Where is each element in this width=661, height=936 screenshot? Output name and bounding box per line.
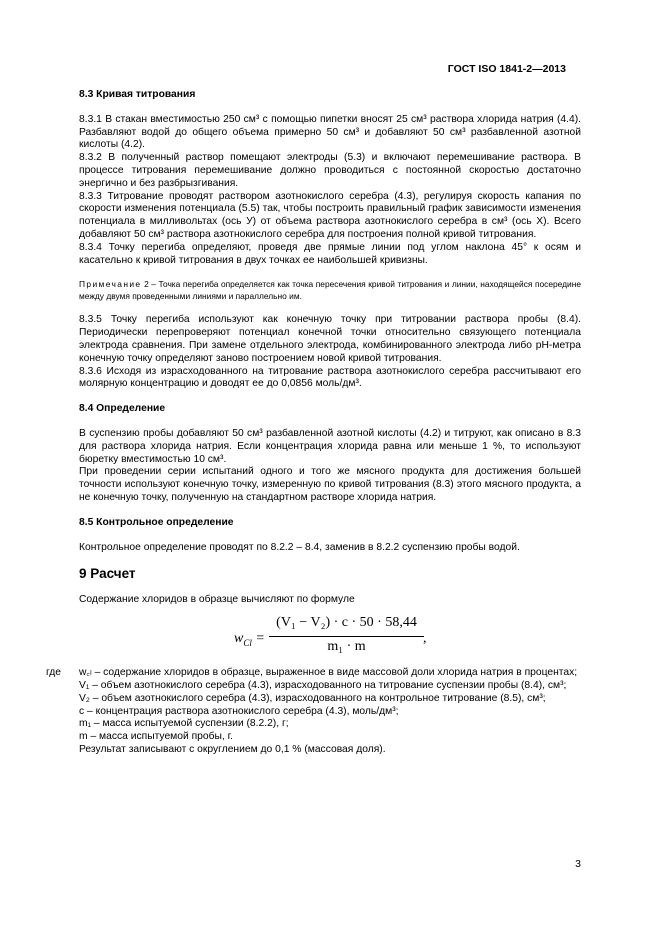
formula-end: , [423,631,427,647]
paragraph-8-4-1: В суспензию пробы добавляют 50 см³ разбавленной азотной кислоты (4.2) и титруют, как описано в 8.3 для раствора хлорида натрия. Если концентрация хлорида равна или меньше 1 %, то используют бюретку вместимостью 10 см³. [79,427,581,465]
definitions [46,667,581,757]
where-label: где [46,667,62,679]
paragraph-8-4-2: При проведении серии испытаний одного и того же мясного продукта для достижения большей точности используют конечную точку, измеренную по кривой титрования (8.3) этого мясного продукта, а не конечную точку, полученную на стандартном растворе хлорида натрия. [79,466,581,503]
definition-v1: V₁ – объем азотнокислого серебра (4.3), израсходованного на титрование суспензии пробы (8.4), см³; [79,679,567,691]
section-8-5-heading: 8.5 Контрольное определение [79,516,234,528]
paragraph-8-3-3: 8.3.3 Титрование проводят раствором азотнокислого серебра (4.3), регулируя скорость капания по скорости изменения потенциала (5.5) так, чтобы построить правильный график зависимости изменения потенциала в милливольтах (ось У) от объема раствора азотнокислого серебра в см³ (ось Х). Всего добавляют 50 см³ раствора азотнокислого серебра для построения полной кривой титрования. [79,190,581,240]
paragraph-8-3-5: 8.3.5 Точку перегиба используют как конечную точку при титровании раствора пробы (8.4). Периодически перепроверяют потенциал конечной точки относительно связующего потенциала электрода сравнения. При замене отдельного электрода, комбинированного электрода либо рН-метра конечную точку определяют заново построением новой кривой титрования. [79,314,581,364]
chloride-formula [79,617,581,667]
section-8-4-heading: 8.4 Определение [79,403,166,415]
note-text: 2 – Точка перегиба определяется как точка пересечения кривой титрования и линии, находящейся посередине между двумя проведенными линиями и параллельно им. [79,279,582,301]
formula-intro: Содержание хлоридов в образце вычисляют по формуле [79,594,355,606]
paragraph-8-3-4: 8.3.4 Точку перегиба определяют, проведя две прямые линии под углом наклона 45° к осям и касательно к кривой титрования в двух точках ее наибольшей кривизны. [79,241,581,266]
definition-m: m – масса испытуемой пробы, г. [79,731,234,743]
definition-c: c – концентрация раствора азотнокислого серебра (4.3), моль/дм³; [79,705,399,717]
fraction-bar [269,636,424,637]
result-rounding: Результат записывают с округлением до 0,1 % (массовая доля). [79,743,386,755]
note-label: Примечание [79,279,142,290]
paragraph-8-3-2: 8.3.2 В полученный раствор помещают электроды (5.3) и включают перемешивание раствора. В процессе титрования перемешивание должно проводиться с постоянной скоростью достаточно энергично и без разбрызгивания. [79,152,581,189]
section-9-heading: 9 Расчет [79,566,136,582]
formula-denominator: m₁ · m [327,639,366,655]
page-content [46,89,582,757]
section-8-3-heading: 8.3 Кривая титрования [79,89,196,100]
definition-v2: V₂ – объем азотнокислого серебра (4.3), израсходованного на контрольное титрование (8.5), см³; [79,692,546,704]
paragraph-8-3-1: 8.3.1 В стакан вместимостью 250 см³ с помощью пипетки вносят 25 см³ раствора хлорида натрия (4.4). Разбавляют водой до общего объема примерно 50 см³ и добавляют 50 см³ разбавленной азотной кислоты (4.2). [79,113,581,151]
page-number: 3 [575,858,581,870]
formula-lhs: $w_{Cl}$ = [234,631,265,648]
document-code: ГОСТ ISO 1841-2—2013 [447,63,566,75]
paragraph-8-5-1: Контрольное определение проводят по 8.2.2 – 8.4, заменив в 8.2.2 суспензию пробы водой. [79,541,520,553]
formula-numerator: (V₁ − V₂) · c · 50 · 58,44 [276,615,417,631]
note-2 [79,279,581,302]
definition-m1: m₁ – масса испытуемой суспензии (8.2.2), г; [79,718,289,730]
definition-w: w꜀ₗ – содержание хлоридов в образце, выраженное в виде массовой доли хлорида натрия в процентах; [79,667,578,679]
paragraph-8-3-6: 8.3.6 Исходя из израсходованного на титрование раствора азотнокислого серебра рассчитывают его молярную концентрацию и доводят ее до 0,0856 моль/дм³. [79,365,581,390]
